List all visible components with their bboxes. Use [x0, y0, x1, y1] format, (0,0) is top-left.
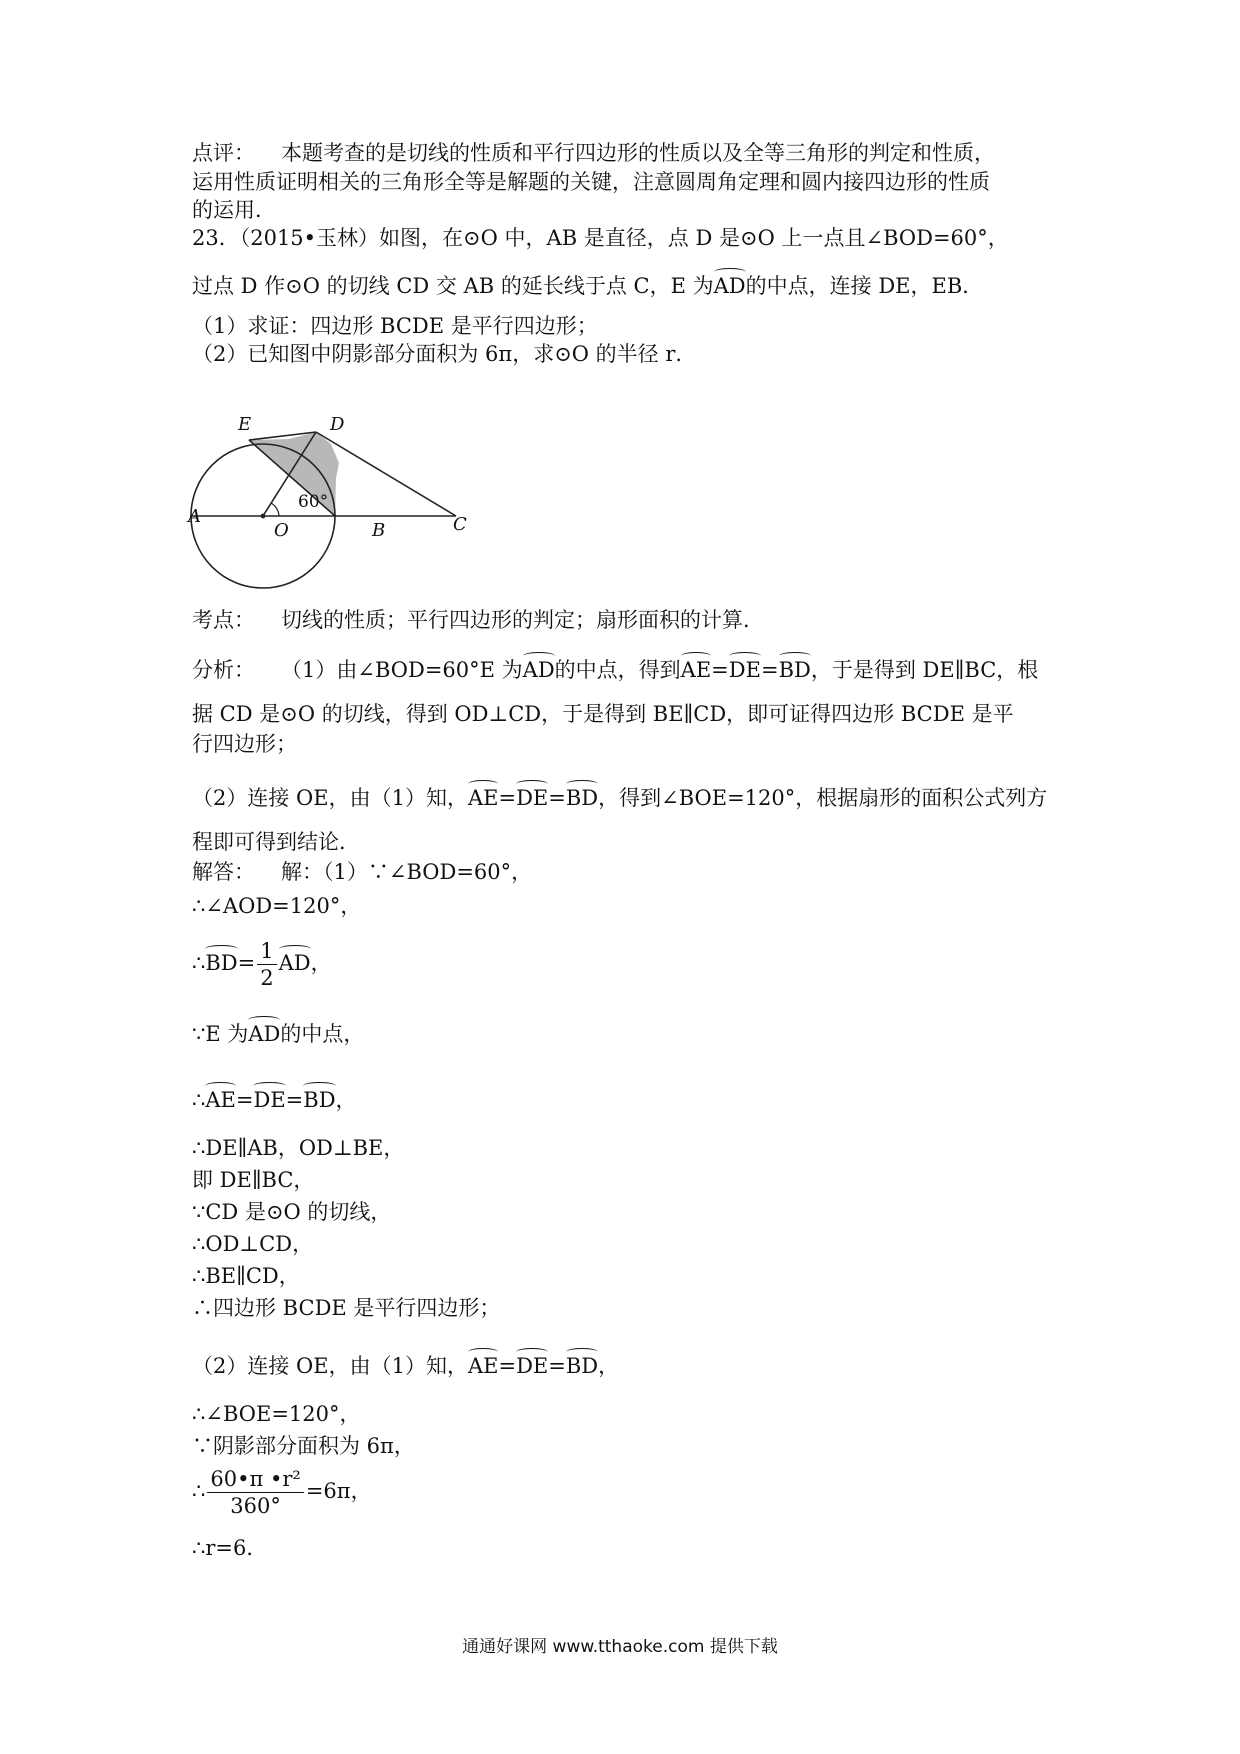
analysis-line-5: 程即可得到结论．: [192, 830, 360, 854]
question-1: （1）求证：四边形 BCDE 是平行四边形；: [192, 314, 598, 338]
label-c: C: [453, 514, 467, 535]
center-dot: [261, 514, 266, 519]
page-footer: 通通好课网 www.tthaoke.com 提供下载: [462, 1637, 778, 1657]
problem-line-1: 23．（2015•玉林）如图，在⊙O 中，AB 是直径，点 D 是⊙O 上一点且∠BOD=60°，: [192, 226, 1009, 250]
label-b: B: [372, 520, 386, 541]
solution-line-16: ∴r=6．: [192, 1536, 268, 1560]
solution-line-4: ∵E 为AD的中点，: [192, 1016, 364, 1048]
solution-line-12: （2）连接 OE，由（1）知，AE=DE=BD，: [192, 1348, 619, 1380]
label-a: A: [188, 506, 201, 527]
comment-line-3: 的运用．: [192, 198, 276, 222]
angle-arc: [271, 503, 279, 516]
arc-ad: AD: [714, 268, 746, 300]
solution-line-13: ∴∠BOE=120°，: [192, 1402, 361, 1426]
angle-label: 60°: [298, 492, 329, 512]
solution-line-11: ∴四边形 BCDE 是平行四边形；: [192, 1296, 501, 1320]
kaodian: 考点： 切线的性质；平行四边形的判定；扇形面积的计算．: [192, 608, 764, 632]
analysis-line-4: （2）连接 OE，由（1）知，AE=DE=BD，得到∠BOE=120°，根据扇形的面积公式列方: [192, 780, 1047, 812]
solution-line-10: ∴BE∥CD，: [192, 1264, 300, 1288]
comment-line-1: 点评： 本题考查的是切线的性质和平行四边形的性质以及全等三角形的判定和性质，: [192, 141, 995, 165]
solution-line-9: ∴OD⊥CD，: [192, 1232, 314, 1256]
solution-line-5: ∴AE=DE=BD，: [192, 1082, 357, 1114]
geometry-figure: [185, 420, 485, 600]
label-d: D: [330, 414, 345, 435]
label-o: O: [274, 520, 289, 541]
label-e: E: [238, 414, 252, 435]
analysis-line-1: 分析： （1）由∠BOD=60°E 为AD的中点，得到AE=DE=BD，于是得到 DE∥BC，根: [192, 652, 1038, 684]
solution-line-6: ∴DE∥AB，OD⊥BE，: [192, 1136, 405, 1160]
solution-line-14: ∵阴影部分面积为 6π，: [192, 1434, 415, 1458]
fraction-half: $\frac{1}{2}$: [257, 938, 276, 991]
fraction-sector-area: $\frac{\text{60•π •r²}}{360^\circ}$: [207, 1466, 303, 1519]
solution-line-2: ∴∠AOD=120°，: [192, 894, 362, 918]
solution-line-3: ∴BD= $\frac{1}{2}$ AD，: [192, 939, 332, 990]
comment-line-2: 运用性质证明相关的三角形全等是解题的关键，注意圆周角定理和圆内接四边形的性质: [192, 170, 990, 194]
solution-line-7: 即 DE∥BC，: [192, 1168, 315, 1192]
question-2: （2）已知图中阴影部分面积为 6π，求⊙O 的半径 r．: [192, 342, 697, 366]
solution-line-15: ∴ $\frac{\text{60•π •r²}}{360^\circ}$ =6π，: [192, 1467, 372, 1518]
solution-line-8: ∵CD 是⊙O 的切线，: [192, 1200, 392, 1224]
analysis-line-3: 行四边形；: [192, 732, 297, 756]
problem-line-2: 过点 D 作⊙O 的切线 CD 交 AB 的延长线于点 C，E 为AD的中点，连接 DE，EB．: [192, 268, 983, 300]
solution-line-1: 解答： 解：（1）∵∠BOD=60°，: [192, 860, 533, 884]
analysis-line-2: 据 CD 是⊙O 的切线，得到 OD⊥CD，于是得到 BE∥CD，即可证得四边形 BCDE 是平: [192, 702, 1014, 726]
line-dc: [316, 432, 456, 516]
